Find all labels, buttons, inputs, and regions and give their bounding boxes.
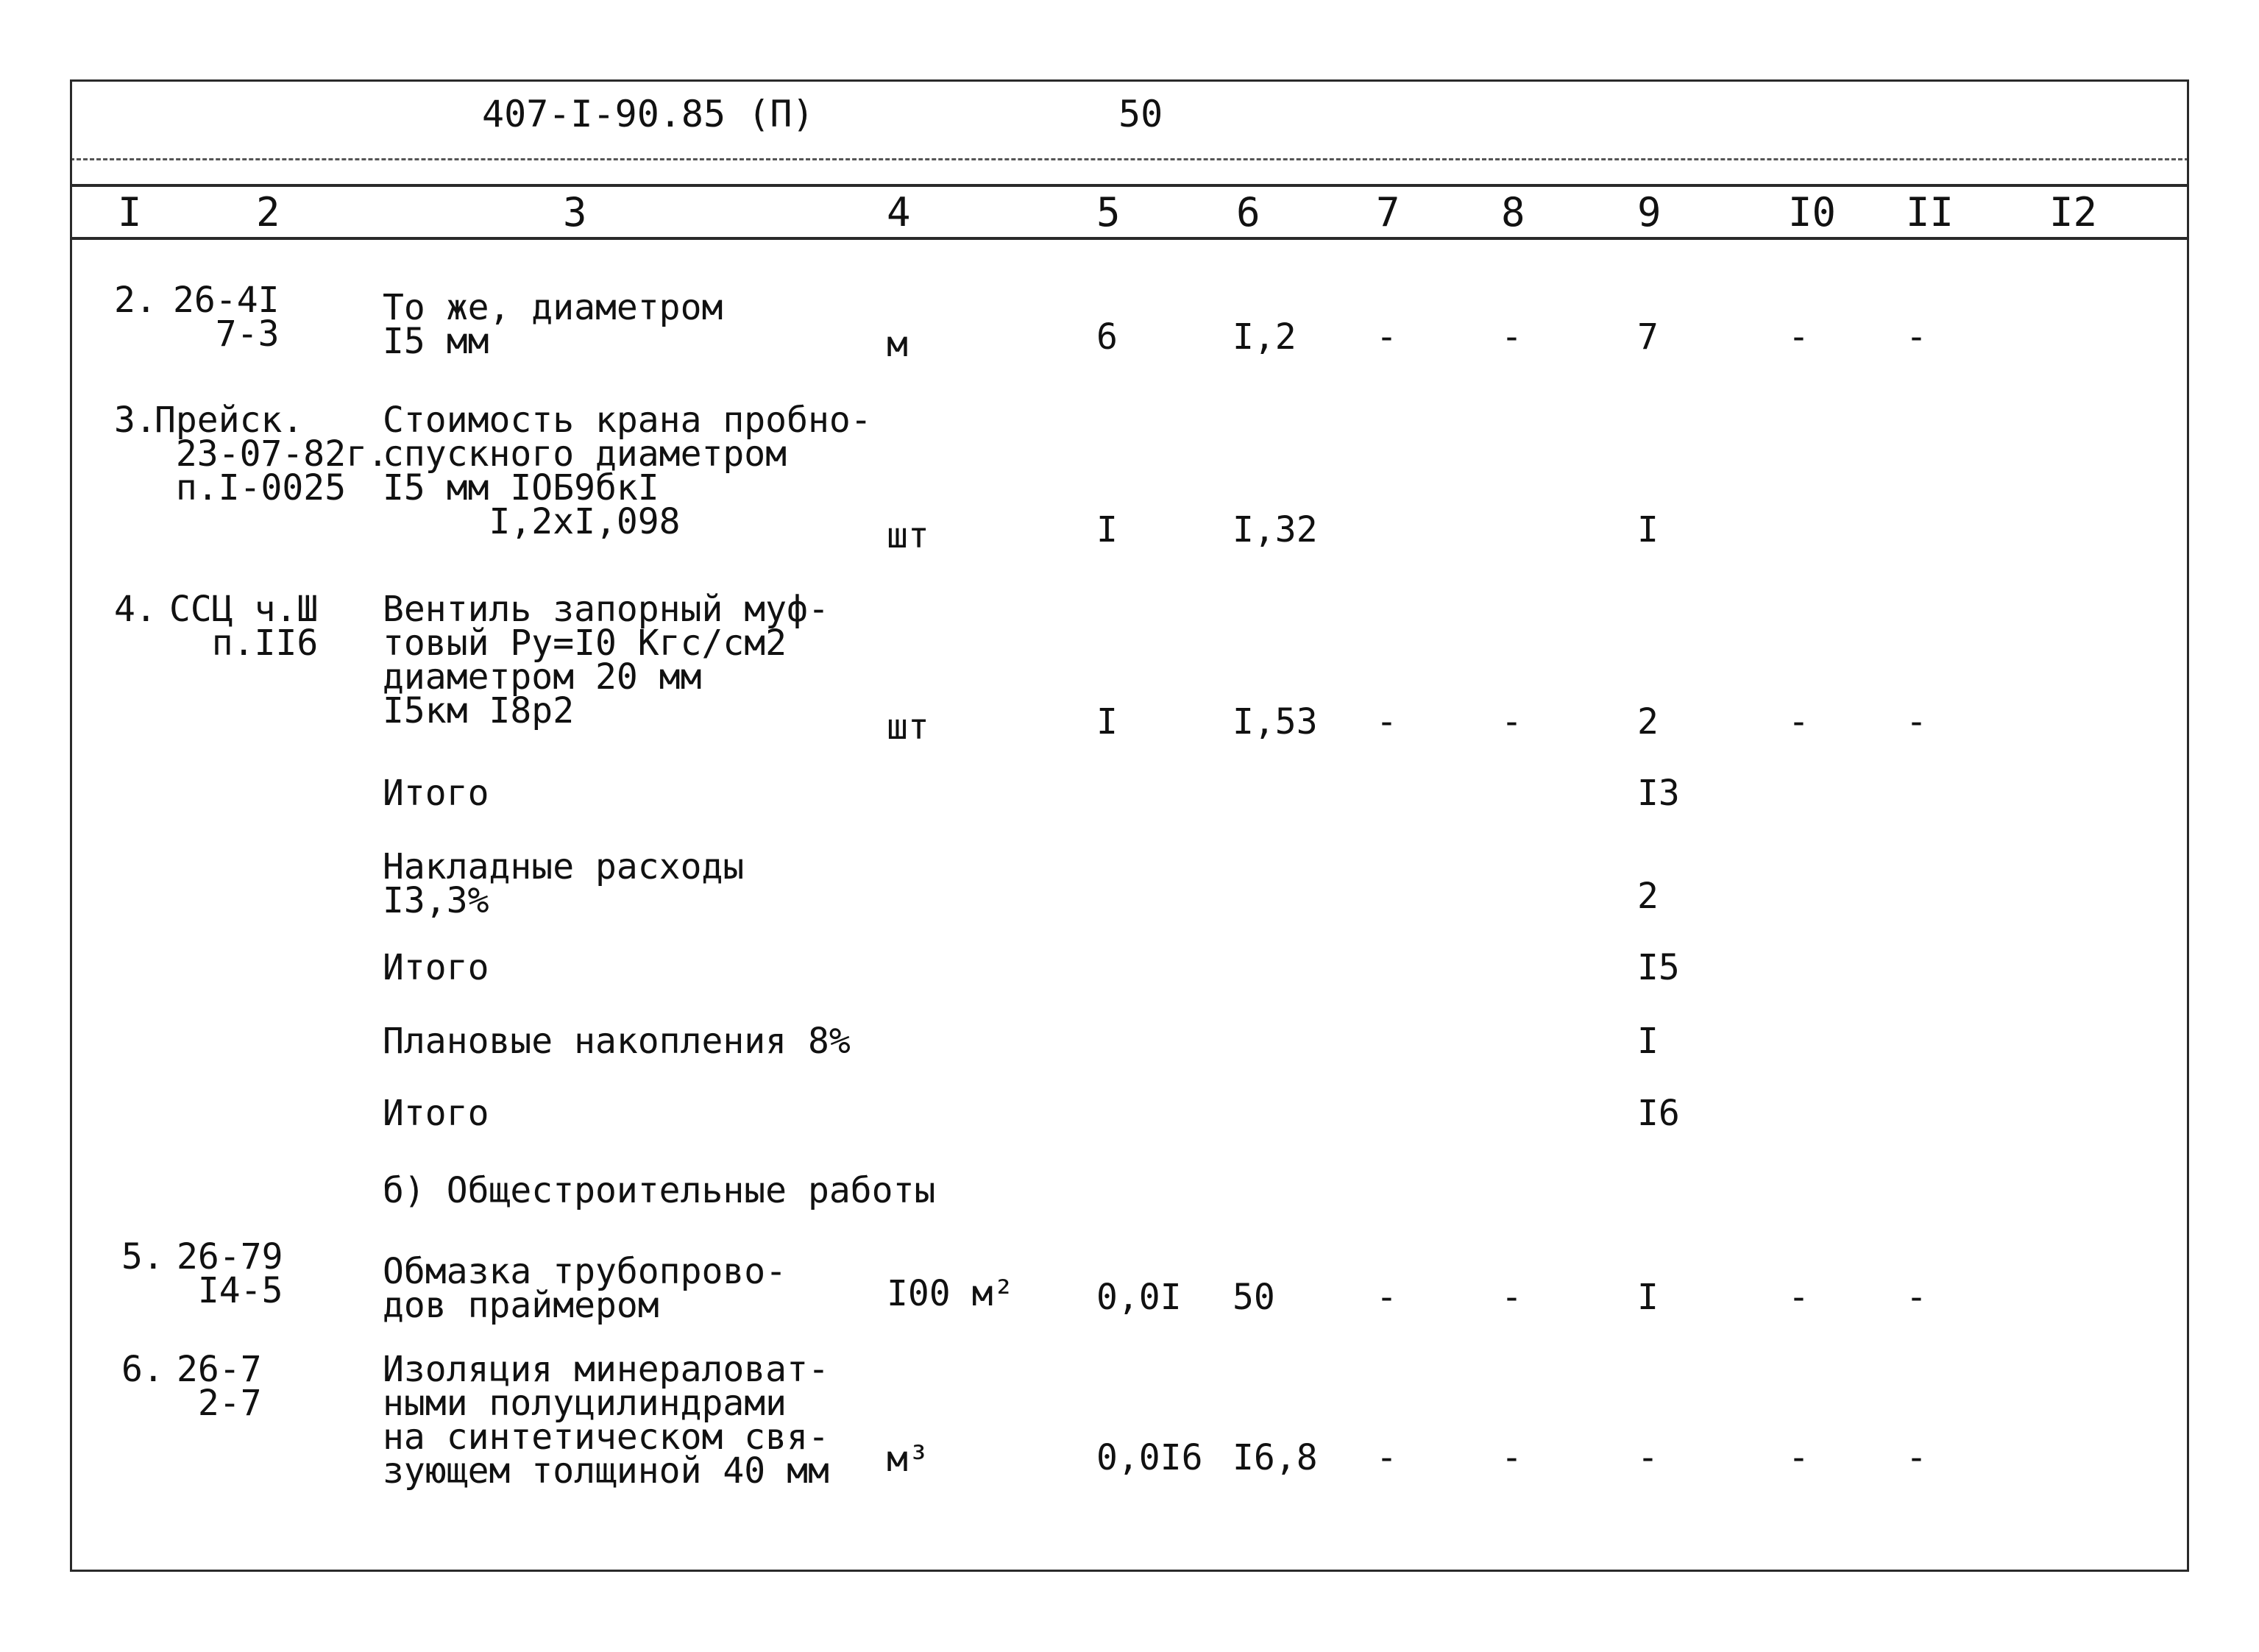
row-description: Стоимость крана пробно- спускного диаметром I5 мм IОБ9бкI I,2хI,098 — [383, 400, 872, 542]
row-reference: 26-4I 7-3 — [173, 280, 280, 355]
row-number: 4. — [114, 589, 157, 630]
row-col11: - — [1906, 701, 1927, 742]
row-col8: - — [1501, 1437, 1522, 1478]
row-col7: - — [1376, 701, 1397, 742]
row-col9: I — [1637, 1021, 1659, 1062]
row-unit: шт — [887, 515, 929, 556]
row-description: Итого — [383, 947, 489, 988]
row-number: 5. — [121, 1236, 164, 1277]
column-header-top-line — [70, 184, 2189, 187]
row-col9: - — [1637, 1437, 1659, 1478]
row-description: Вентиль запорный муф- товый Ру=I0 Кгс/см2 диаметром 20 мм I5км I8р2 — [383, 589, 829, 731]
row-description: Изоляция минераловат- ными полуцилиндрами на синтетическом свя- зующем толщиной 40 мм — [383, 1349, 829, 1492]
column-header-2: 2 — [256, 189, 280, 235]
row-number: 6. — [121, 1349, 164, 1390]
column-header-9: 9 — [1637, 189, 1662, 235]
column-header-1: I — [118, 189, 142, 235]
row-col7: - — [1376, 316, 1397, 358]
column-header-5: 5 — [1096, 189, 1121, 235]
row-unit: I00 м² — [887, 1273, 1015, 1314]
row-col7: - — [1376, 1437, 1397, 1478]
row-col11: - — [1906, 1277, 1927, 1318]
row-col10: - — [1788, 1277, 1809, 1318]
row-description: Плановые накопления 8% — [383, 1021, 851, 1062]
row-col5: I — [1096, 701, 1118, 742]
column-header-bottom-line — [70, 237, 2189, 240]
row-reference: Прейск. 23-07-82г. п.I-0025 — [155, 400, 389, 508]
row-number: 2. — [114, 280, 157, 321]
column-header-11: II — [1906, 189, 1954, 235]
column-header-3: 3 — [563, 189, 587, 235]
column-header-7: 7 — [1376, 189, 1400, 235]
row-description: Итого — [383, 1093, 489, 1134]
row-col11: - — [1906, 316, 1927, 358]
row-col6: 50 — [1233, 1277, 1275, 1318]
column-header-8: 8 — [1501, 189, 1525, 235]
row-col8: - — [1501, 316, 1522, 358]
row-description: То же, диаметром I5 мм — [383, 287, 723, 362]
column-header-12: I2 — [2049, 189, 2098, 235]
row-unit: м — [887, 324, 908, 365]
section-heading: б) Общестроительные работы — [383, 1170, 936, 1211]
row-col8: - — [1501, 1277, 1522, 1318]
row-unit: шт — [887, 706, 929, 748]
row-col10: - — [1788, 316, 1809, 358]
row-col6: I,2 — [1233, 316, 1297, 358]
row-col9: I5 — [1637, 947, 1680, 988]
row-col9: I3 — [1637, 773, 1680, 814]
page-number: 50 — [1118, 93, 1163, 135]
row-col5: 0,0I — [1096, 1277, 1182, 1318]
row-col11: - — [1906, 1437, 1927, 1478]
column-header-6: 6 — [1236, 189, 1260, 235]
left-border — [70, 79, 72, 1572]
row-col9: 2 — [1637, 701, 1659, 742]
top-border — [70, 79, 2189, 82]
column-header-10: I0 — [1788, 189, 1837, 235]
bottom-border — [70, 1570, 2189, 1572]
row-unit: м³ — [887, 1439, 929, 1480]
document-code: 407-I-90.85 (П) — [482, 93, 815, 135]
row-col8: - — [1501, 701, 1522, 742]
row-col5: I — [1096, 509, 1118, 550]
row-reference: 26-7 2-7 — [177, 1349, 262, 1424]
row-reference: 26-79 I4-5 — [177, 1236, 283, 1311]
row-reference: ССЦ ч.Ш п.II6 — [169, 589, 319, 664]
right-border — [2187, 79, 2189, 1572]
row-col5: 0,0I6 — [1096, 1437, 1203, 1478]
row-col9: 7 — [1637, 316, 1659, 358]
row-description: Накладные расходы I3,3% — [383, 846, 745, 921]
row-description: Итого — [383, 773, 489, 814]
row-col10: - — [1788, 701, 1809, 742]
row-col9: I — [1637, 509, 1659, 550]
row-col6: I,53 — [1233, 701, 1318, 742]
row-col6: I,32 — [1233, 509, 1318, 550]
row-number: 3. — [114, 400, 157, 441]
column-header-4: 4 — [887, 189, 911, 235]
row-col7: - — [1376, 1277, 1397, 1318]
header-separator — [70, 158, 2189, 160]
row-description: Обмазка трубопрово- дов праймером — [383, 1251, 787, 1326]
row-col5: 6 — [1096, 316, 1118, 358]
row-col9: 2 — [1637, 876, 1659, 917]
row-col9: I6 — [1637, 1093, 1680, 1134]
row-col6: I6,8 — [1233, 1437, 1318, 1478]
row-col9: I — [1637, 1277, 1659, 1318]
row-col10: - — [1788, 1437, 1809, 1478]
